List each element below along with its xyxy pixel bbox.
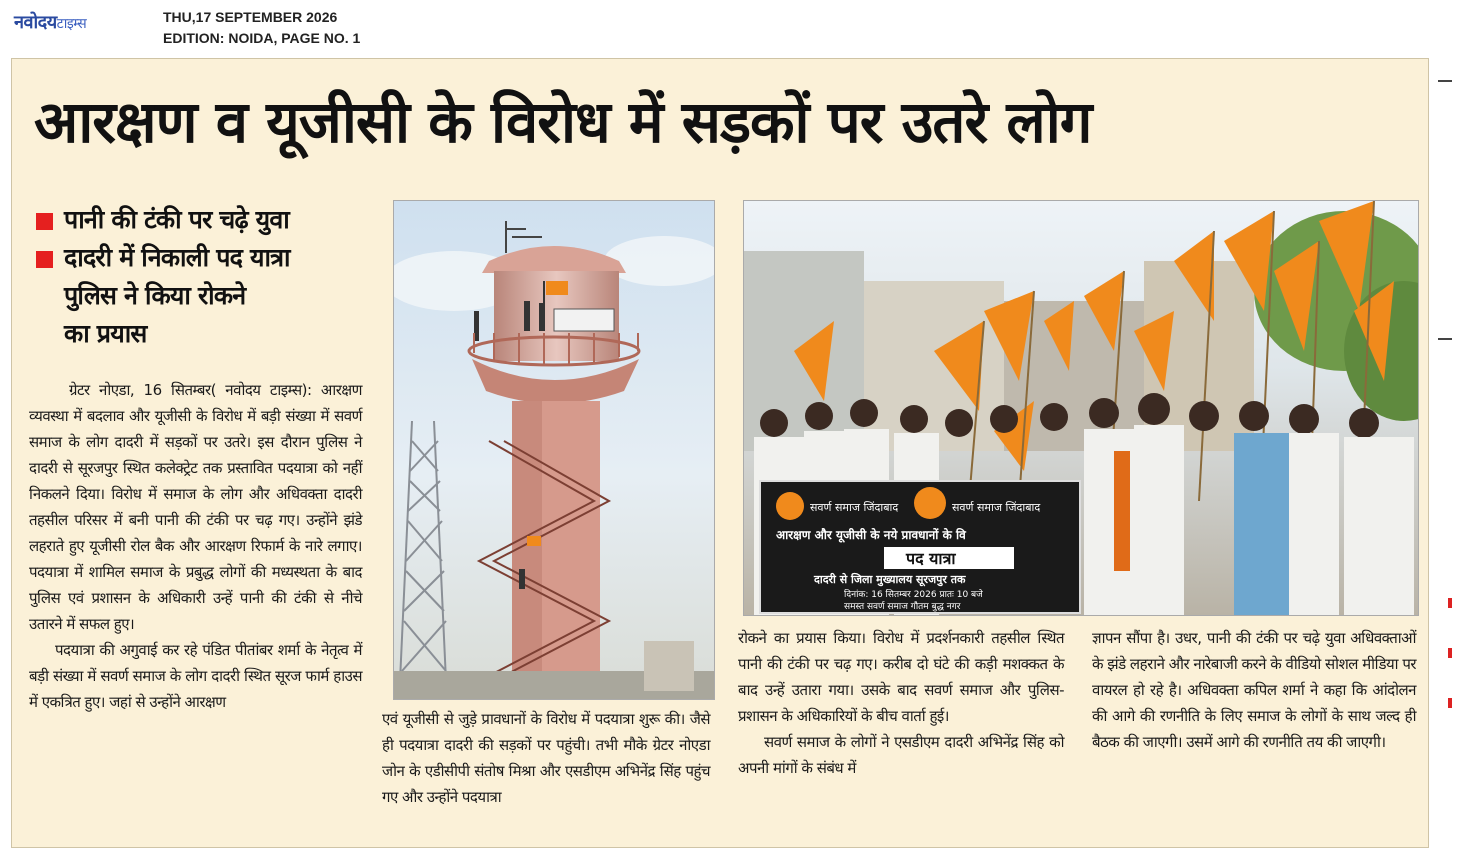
paragraph: एवं यूजीसी से जुड़े प्रावधानों के विरोध में पदयात्रा शुरू की। जैसे ही पदयात्रा दादरी की सड़कों पर पहुंची। तभी मौके ग्रेटर नोएडा जोन के एडीसीपी संतोष मिश्रा और एसडीएम अभिनेंद्र सिंह पहुंच गए और उन्होंने पदयात्रा: [382, 710, 710, 806]
top-header: [0, 0, 1459, 56]
paragraph: ज्ञापन सौंपा है। उधर, पानी की टंकी पर चढ़े युवा अधिवक्ताओं के झंडे लहराने और नारेबाजी करने के वीडियो सोशल मीडिया पर वायरल हो रहे है। अधिवक्ता कपिल शर्मा ने कहा कि आंदोलन की आगे की रणनीति के लिए समाज के लोगों के साथ जल्द ही बैठक की जाएगी। उसमें आगे की रणनीति तय की जाएगी।: [1092, 629, 1416, 751]
article-column-4: [1092, 625, 1416, 755]
bullet-item: [34, 201, 364, 239]
margin-red-mark: [1448, 648, 1452, 658]
news-clipping: [11, 58, 1429, 848]
logo-main-text: नवोदय: [14, 12, 57, 33]
banner-line-4: समस्त सवर्ण समाज गौतम बुद्ध नगर: [844, 602, 961, 612]
page-margin-marks: [1432, 58, 1459, 848]
bullet-text: पुलिस ने किया रोकने: [64, 281, 246, 310]
red-square-icon: [36, 213, 53, 230]
subheadline-bullets: [34, 201, 364, 353]
article-column-1: [29, 377, 362, 715]
article-headline: आरक्षण व यूजीसी के विरोध में सड़कों पर उतरे लोग: [34, 88, 1092, 156]
bullet-text: का प्रयास: [64, 319, 147, 348]
water-tank-illustration: [394, 201, 715, 700]
paragraph: ग्रेटर नोएडा, 16 सितम्बर( नवोदय टाइम्स): आरक्षण व्यवस्था में बदलाव और यूजीसी के विरोध में बड़ी संख्या में सवर्ण समाज के लोग दादरी में सड़कों पर उतरे। इस दौरान पुलिस ने दादरी से सूरजपुर स्थित कलेक्ट्रेट तक प्रस्तावित पदयात्रा को नहीं निकलने दिया। विरोध में समाज के लोग और अधिवक्ता दादरी तहसील परिसर में बनी पानी की टंकी पर चढ़ गए। उन्होंने झंडे लहराते हुए यूजीसी रोल बैक और आरक्षण रिफार्म के नारे लगाए। पदयात्रा में शामिल समाज के प्रबुद्ध लोगों की मध्यस्थता के बाद पुलिस एवं प्रशासन के अधिकारी उन्हें पानी की टंकी से नीचे उतारने में सफल हुए।: [29, 381, 362, 633]
bullet-item: [34, 239, 364, 353]
bullet-text: दादरी में निकाली पद यात्रा: [64, 243, 290, 272]
banner-line-1: आरक्षण और यूजीसी के नये प्रावधानों के वि: [776, 528, 966, 542]
logo-sub-text: टाइम्स: [56, 16, 87, 32]
newspaper-logo: [14, 10, 86, 34]
paragraph: पदयात्रा की अगुवाई कर रहे पंडित पीतांबर शर्मा के नेतृत्व में बड़ी संख्या में सवर्ण समाज के लोग दादरी स्थित सूरज फार्म हाउस में एकत्रित हुए। जहां से उन्होंने आरक्षण: [29, 641, 362, 711]
photo-rally-padyatra: [743, 200, 1419, 616]
margin-red-mark: [1448, 598, 1452, 608]
bullet-text: पानी की टंकी पर चढ़े युवा: [64, 205, 289, 234]
banner-line-3: दिनांक: 16 सितम्बर 2026 प्रातः 10 बजे: [844, 590, 983, 600]
banner-title: पद यात्रा: [906, 549, 956, 568]
issue-date: THU,17 SEPTEMBER 2026: [163, 9, 338, 25]
margin-red-mark: [1448, 698, 1452, 708]
article-column-3: [738, 625, 1064, 781]
red-square-icon: [36, 251, 53, 268]
margin-rule: [1438, 80, 1452, 82]
banner-slogan-right: सवर्ण समाज जिंदाबाद: [952, 501, 1041, 514]
paragraph: सवर्ण समाज के लोगों ने एसडीएम दादरी अभिनेंद्र सिंह को अपनी मांगों के संबंध में: [738, 733, 1064, 777]
banner-line-2: दादरी से जिला मुख्यालय सूरजपुर तक: [814, 573, 966, 586]
margin-rule: [1438, 338, 1452, 340]
rally-illustration: [744, 201, 1419, 616]
photo-water-tank: [393, 200, 715, 700]
edition-info: EDITION: NOIDA, PAGE NO. 1: [163, 30, 361, 46]
article-column-2: [382, 706, 710, 810]
banner-slogan-left: सवर्ण समाज जिंदाबाद: [810, 501, 899, 514]
paragraph: रोकने का प्रयास किया। विरोध में प्रदर्शनकारी तहसील स्थित पानी की टंकी पर चढ़ गए। करीब दो घंटे की कड़ी मशक्कत के बाद उन्हें उतारा गया। उसके बाद सवर्ण समाज और पुलिस-प्रशासन के अधिकारियों के बीच वार्ता हुई।: [738, 629, 1064, 725]
